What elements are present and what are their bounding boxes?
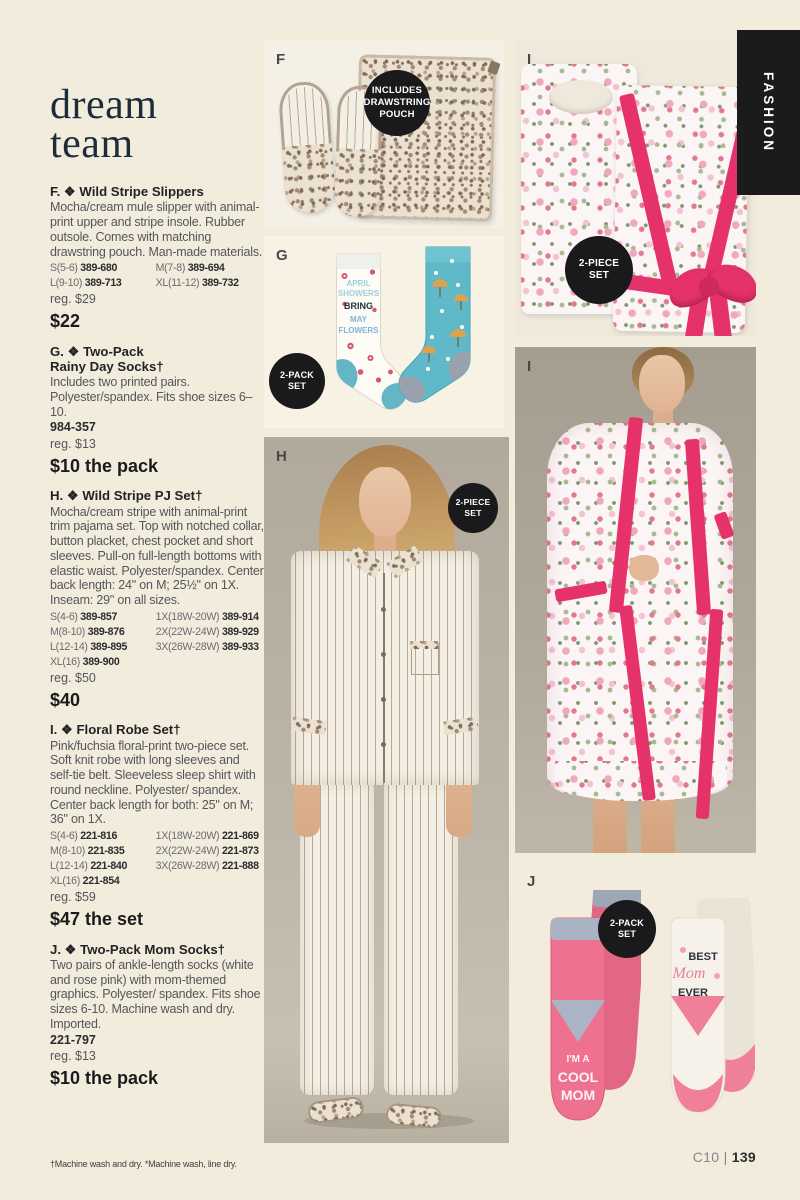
- slipper-insole: [284, 86, 326, 151]
- product-i-sizes: [50, 829, 264, 889]
- model-hand: [629, 555, 659, 581]
- catalog-code: C10: [692, 1149, 720, 1165]
- product-info-g: [50, 344, 264, 477]
- two-pack-badge: 2-PACK SET: [269, 353, 325, 409]
- size-row: [50, 276, 264, 291]
- size-row: [50, 655, 264, 670]
- size-sku: 221-840: [90, 860, 128, 873]
- size-label: 1X(18W-20W): [155, 610, 220, 623]
- product-h-reg-price: reg. $50: [50, 670, 96, 685]
- fashion-section-tab: [737, 30, 800, 195]
- size-sku: 389-933: [221, 640, 259, 653]
- size-label: 3X(26W-28W): [155, 640, 220, 653]
- photo-letter-h: H: [276, 448, 287, 465]
- photo-letter-g: G: [276, 247, 288, 264]
- pj-button: [381, 652, 386, 657]
- product-g-heading-line1: G. ❖ Two-Pack: [50, 343, 144, 359]
- size-sku: 389-929: [221, 625, 259, 638]
- size-row: [50, 859, 264, 874]
- product-h-description: Mocha/cream stripe with animal-print trim pajama set. Top with notched collar, button placket, chest pocket and short sleeves. Pull-on full-length bottoms with elastic waist. Polyester/spandex. Center back length: 24" on M; 25½" on 1X. Inseam: 29" on all sizes.: [50, 504, 264, 608]
- size-label: 2X(22W-24W): [155, 845, 220, 858]
- sock-text: BRING: [344, 301, 373, 311]
- product-photo-rainy-socks: [264, 236, 504, 428]
- includes-pouch-badge: INCLUDES DRAWSTRING POUCH: [364, 70, 430, 136]
- size-label: L(12-14): [50, 640, 88, 653]
- product-g-sku: 984-357: [50, 420, 96, 435]
- pj-button: [381, 607, 386, 612]
- product-g-heading-line2: Rainy Day Socks†: [50, 358, 164, 374]
- sock-text: BEST: [688, 951, 718, 963]
- model-face: [359, 467, 411, 537]
- size-row: [50, 640, 264, 655]
- size-label: XL(16): [50, 655, 80, 668]
- product-j-reg-price: reg. $13: [50, 1049, 96, 1064]
- product-g-reg-price: reg. $13: [50, 436, 96, 451]
- photo-letter-j: J: [527, 873, 536, 890]
- size-sku: 389-895: [90, 640, 128, 653]
- product-f-reg-price: reg. $29: [50, 292, 96, 307]
- size-label: M(7-8): [155, 262, 186, 275]
- two-piece-badge: 2-PIECE SET: [448, 483, 498, 533]
- size-sku: 221-816: [80, 830, 118, 843]
- size-row: [50, 874, 264, 889]
- slipper-vamp: [334, 148, 381, 218]
- product-photo-robe-set-model: [515, 347, 756, 853]
- size-label: S(4-6): [50, 610, 78, 623]
- size-label: S(5-6): [50, 262, 78, 275]
- sock-text: SHOWERS: [337, 289, 380, 298]
- title-line-1: dream: [50, 82, 158, 128]
- size-sku: 389-713: [84, 277, 122, 290]
- product-g-heading: [50, 344, 264, 374]
- product-h-sizes: [50, 610, 264, 670]
- product-j-price: $10 the pack: [50, 1067, 159, 1088]
- product-j-sku: 221-797: [50, 1032, 96, 1047]
- size-row: [50, 844, 264, 859]
- pj-top: [291, 551, 479, 785]
- photo-letter-i: I: [527, 358, 532, 375]
- size-sku: 389-876: [87, 625, 125, 638]
- sock-text: EVER: [678, 987, 708, 999]
- page-title: [50, 82, 264, 168]
- size-sku: 221-873: [221, 845, 259, 858]
- sock-text: COOL: [557, 1069, 599, 1085]
- size-label: M(8-10): [50, 845, 85, 858]
- sock-text: Mom: [672, 965, 706, 982]
- size-row: [50, 610, 264, 625]
- size-sku: 389-732: [201, 277, 239, 290]
- product-photo-pj-set: [264, 437, 509, 1143]
- product-i-description: Pink/fuchsia floral-print two-piece set. Soft knit robe with long sleeves and self-tie belt. Sleeveless sleep shirt with round neckline. Polyester/ spandex. Center back length for both: 25" on M; 36" on 1X.: [50, 738, 256, 827]
- sock-text: MOM: [560, 1087, 596, 1103]
- product-j-heading: J. ❖ Two-Pack Mom Socks†: [50, 941, 226, 957]
- product-i-price: $47 the set: [50, 908, 144, 929]
- product-f-sizes: [50, 261, 264, 291]
- sleep-shirt-neckline: [549, 80, 613, 114]
- title-line-2: team: [50, 121, 134, 168]
- sock-text: MAY: [349, 315, 368, 324]
- size-label: XL(11-12): [155, 277, 200, 290]
- care-footnote: †Machine wash and dry. *Machine wash, line dry.: [50, 1159, 237, 1169]
- size-sku: 389-900: [82, 655, 120, 668]
- sock-text: I'M A: [566, 1054, 590, 1065]
- product-i-heading: I. ❖ Floral Robe Set†: [50, 722, 181, 738]
- product-i-reg-price: reg. $59: [50, 890, 96, 905]
- sock-text: FLOWERS: [338, 326, 379, 335]
- product-info-h: [50, 488, 264, 710]
- product-photo-mom-socks: [515, 862, 756, 1143]
- size-sku: 389-680: [80, 262, 118, 275]
- size-label: XL(16): [50, 875, 80, 888]
- product-g-price: $10 the pack: [50, 455, 159, 476]
- page-number: 139: [731, 1149, 756, 1165]
- pj-button: [381, 742, 386, 747]
- product-h-heading: H. ❖ Wild Stripe PJ Set†: [50, 488, 203, 504]
- size-sku: 389-914: [221, 610, 259, 623]
- size-label: M(8-10): [50, 625, 85, 638]
- footer-separator: |: [723, 1149, 728, 1165]
- size-row: [50, 829, 264, 844]
- size-label: S(4-6): [50, 830, 78, 843]
- page-footer: [515, 1149, 756, 1165]
- product-g-description: Includes two printed pairs. Polyester/spandex. Fits shoe sizes 6–10.: [50, 375, 253, 419]
- size-label: 2X(22W-24W): [155, 625, 220, 638]
- product-photo-slippers: [264, 40, 504, 228]
- size-sku: 221-854: [82, 875, 120, 888]
- product-photo-robe-set-flat: [515, 40, 756, 336]
- pj-button-placket: [383, 573, 385, 783]
- sock-text: APRIL: [346, 279, 371, 288]
- product-info-j: [50, 942, 264, 1089]
- product-info-i: [50, 722, 264, 929]
- size-label: L(9-10): [50, 277, 83, 290]
- product-f-heading: F. ❖ Wild Stripe Slippers: [50, 184, 204, 200]
- two-pack-badge: 2-PACK SET: [598, 900, 656, 958]
- best-mom-sock-image: [643, 898, 755, 1130]
- size-sku: 389-857: [80, 610, 118, 623]
- pouch-tag: [487, 60, 500, 75]
- sock-umbrellas-image: [392, 241, 502, 421]
- product-f-description: Mocha/cream mule slipper with animal-print upper and stripe insole. Rubber outsole. Comes with matching drawstring pouch. Man-made materials.: [50, 200, 263, 259]
- size-sku: 389-694: [187, 262, 225, 275]
- slipper-vamp: [282, 143, 337, 214]
- size-sku: 221-869: [221, 830, 259, 843]
- product-h-price: $40: [50, 689, 81, 710]
- product-f-price: $22: [50, 310, 81, 331]
- slipper-left-image: [277, 80, 336, 214]
- photo-letter-f: F: [276, 51, 286, 68]
- product-j-description: Two pairs of ankle-length socks (white and rose pink) with mom-themed graphics. Polyester/ spandex. Fits shoe sizes 6-10. Machine wash and dry. Imported.: [50, 957, 261, 1031]
- size-row: [50, 261, 264, 276]
- fashion-tab-label: FASHION: [761, 71, 776, 153]
- size-label: 3X(26W-28W): [155, 860, 220, 873]
- size-sku: 221-888: [221, 860, 259, 873]
- photo-letter-i: I: [527, 51, 532, 68]
- two-piece-badge: 2-PIECE SET: [565, 236, 633, 304]
- size-label: L(12-14): [50, 860, 88, 873]
- pj-button: [381, 697, 386, 702]
- size-sku: 221-835: [87, 845, 125, 858]
- bow-knot: [699, 278, 719, 296]
- product-info-column: [50, 82, 264, 1101]
- size-row: [50, 625, 264, 640]
- product-info-f: [50, 184, 264, 332]
- model-face: [639, 355, 685, 413]
- size-label: 1X(18W-20W): [155, 830, 220, 843]
- pj-pocket-trim: [410, 641, 438, 649]
